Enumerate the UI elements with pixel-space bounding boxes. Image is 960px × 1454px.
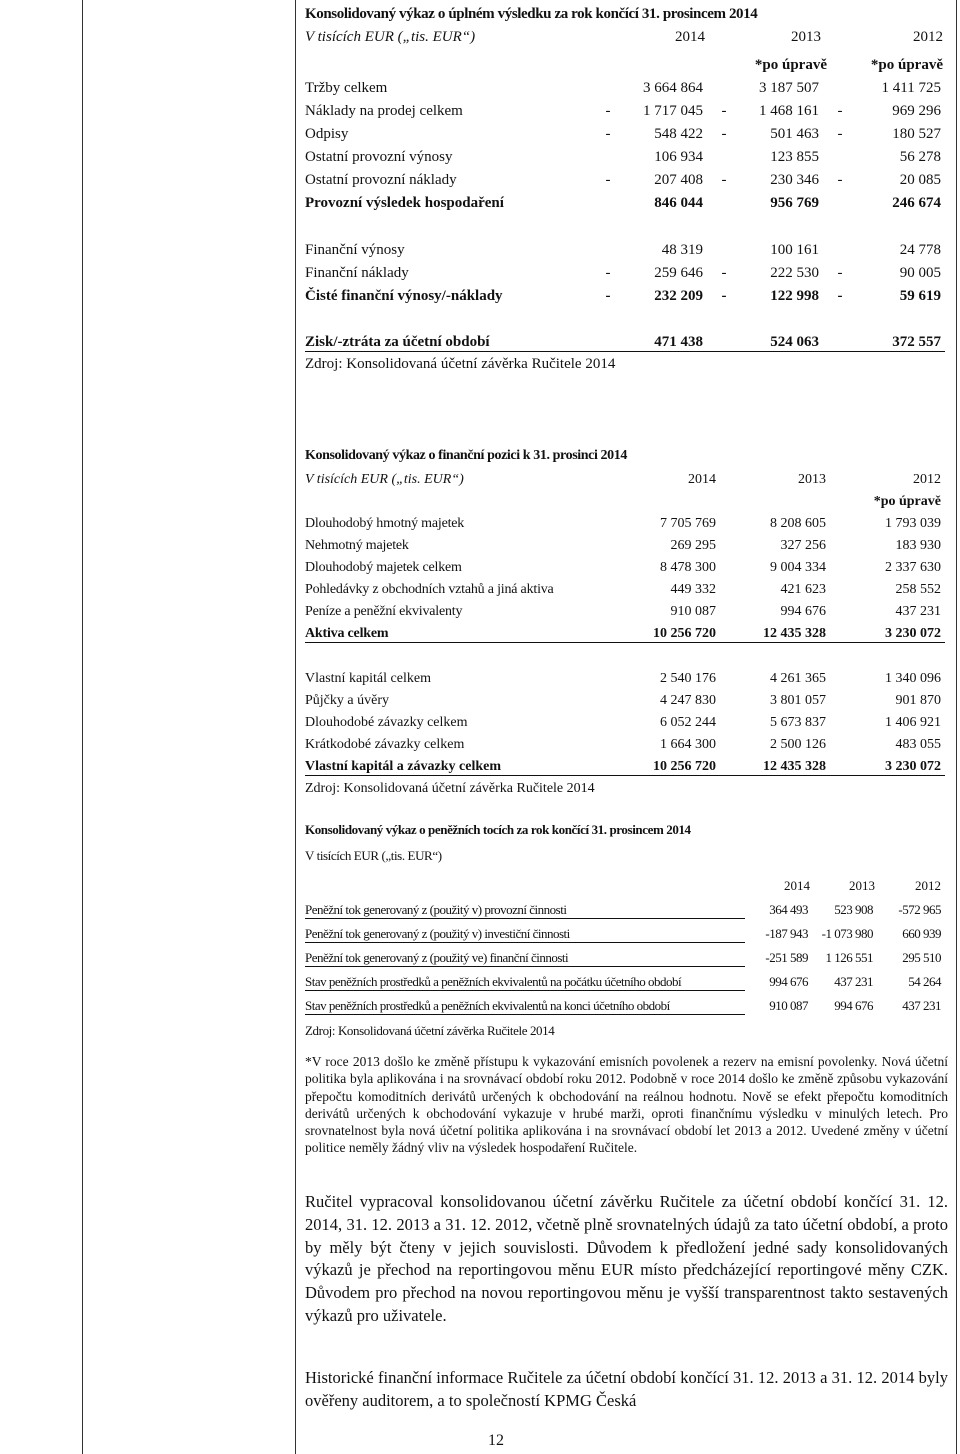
value-cell: 2 500 126 [770,737,826,752]
value-cell: 3 230 072 [830,753,945,775]
value-cell [711,282,827,305]
balance-units: V tisících EUR („tis. EUR“) [305,472,464,487]
value-cell [711,236,827,259]
income-year-col: 2013 [791,29,821,45]
balance-adjusted-label: *po úpravě [873,494,941,509]
balance-adjusted-label [610,488,720,510]
value-cell: 4 247 830 [660,693,716,708]
negative-sign [601,149,615,166]
value-text: 90 005 [899,265,941,281]
value-cell [711,189,827,212]
value-cell [827,259,945,282]
value-cell [595,120,711,143]
value-cell: 9 004 334 [770,560,826,575]
value-cell [827,236,945,259]
value-cell [711,259,827,282]
income-adjusted-label: *po úpravě [754,57,827,73]
cashflow-year-col: 2014 [784,878,810,893]
table-row [305,510,945,532]
cashflow-header-row [305,870,945,894]
value-cell: 1 406 921 [885,715,941,730]
balance-year-col: 2012 [913,472,941,487]
adjustment-note: *V roce 2013 došlo ke změně přístupu k vykazování emisních povolenek a rezerv na emisní povolenky. Nová účetní politika byla aplikována i na srovnávací období roku 2012. Podobně v roce 2014 došlo ke změně způsobu vykazování přepočtu komoditních derivátů určených k obchodování na reálnou hodnotu. Nově se efekt přepočtu komoditních derivátů určených k obchodování vykazuje v hrubé marži, oproti finančnímu výsledku v minulých letech. Pro srovnatelnost byla nová účetní politika aplikována i na srovnávací období let 2013 a 2012. Uvedené změny v účetní politice neměly žádný vliv na výsledek hospodaření Ručitele. [305,1054,948,1156]
value-text: 207 408 [654,172,703,188]
balance-header-row [305,466,945,488]
negative-sign: - [837,126,843,142]
table-row [305,236,945,259]
value-text: 846 044 [654,195,703,211]
value-cell [595,259,711,282]
value-text: 180 527 [892,126,941,142]
row-label: Finanční výnosy [305,242,405,258]
value-cell: -251 589 [765,950,808,965]
value-text: 259 646 [654,265,703,281]
value-text: 1 411 725 [881,80,941,96]
row-label: Stav peněžních prostředků a peněžních ekvivalentů na počátku účetního období [305,966,745,990]
row-label: Peněžní tok generovaný z (použitý ve) finanční činnosti [305,942,745,966]
negative-sign [833,80,847,97]
negative-sign [833,195,847,212]
negative-sign [717,80,731,97]
table-row [305,282,945,305]
income-title: Konsolidovaný výkaz o úplném výsledku za rok končící 31. prosincem 2014 [305,6,758,22]
balance-title: Konsolidovaný výkaz o finanční pozici k 31. prosinci 2014 [305,448,627,463]
value-text: 471 438 [654,333,703,350]
value-cell: 4 261 365 [770,671,826,686]
value-cell: 994 676 [834,998,873,1013]
value-cell [711,327,827,351]
value-cell: 449 332 [670,582,716,597]
negative-sign [601,195,615,212]
negative-sign [717,195,731,212]
value-text: 3 187 507 [759,80,819,96]
value-cell [595,166,711,189]
value-text: 524 063 [770,333,819,350]
row-label: Peníze a peněžní ekvivalenty [305,604,463,619]
table-row [305,97,945,120]
table-row [305,143,945,166]
value-text: 969 296 [892,103,941,119]
cashflow-year-col: 2013 [849,878,875,893]
balance-year-col: 2014 [688,472,716,487]
table-row [305,709,945,731]
income-year-col: 2012 [913,29,943,45]
consolidation-paragraph: Ručitel vypracoval konsolidovanou účetní závěrku Ručitele za účetní období končící 31. 12. 2014, 31. 12. 2013 a 31. 12. 2012, včetně plně srovnatelných údajů za tato účetní období, a proto by měly být čteny v jejich souvislosti. Důvodem k předložení jedné sady konsolidovaných výkazů je přechod na reportingovou měnu EUR místo předcházející reportingové měny CZK. Důvodem pro přechod na novou reportingovou měnu je vyšší transparentnost takto sestavených výkazů pro uživatele. [305,1192,948,1325]
value-text: 548 422 [654,126,703,142]
value-cell [711,143,827,166]
row-label: Vlastní kapitál celkem [305,671,431,686]
value-cell [827,74,945,97]
negative-sign [717,334,731,351]
balance-table [305,466,945,776]
value-cell: 8 478 300 [660,560,716,575]
negative-sign: - [721,103,727,119]
value-text: 1 717 045 [643,103,703,119]
value-cell: -1 073 980 [821,926,873,941]
value-cell: 6 052 244 [660,715,716,730]
negative-sign: - [605,103,611,119]
page-number: 12 [488,1432,504,1449]
value-cell: 437 231 [834,974,873,989]
negative-sign: - [837,103,843,119]
table-row [305,990,945,1014]
row-label: Odpisy [305,126,349,142]
value-cell: 10 256 720 [610,620,720,642]
value-text: 501 463 [770,126,819,142]
negative-sign: - [837,172,843,188]
table-row [305,753,945,775]
negative-sign: - [837,265,843,281]
negative-sign: - [605,265,611,281]
value-cell: 1 793 039 [885,516,941,531]
page-frame-inner [295,0,296,1454]
table-row [305,120,945,143]
table-row [305,532,945,554]
value-cell: 910 087 [670,604,716,619]
row-label: Aktiva celkem [305,620,610,642]
cashflow-title: Konsolidovaný výkaz o peněžních tocích za rok končící 31. prosincem 2014 [305,822,691,837]
row-label: Dlouhodobé závazky celkem [305,715,468,730]
value-cell [827,120,945,143]
value-cell: 901 870 [895,693,941,708]
row-label: Peněžní tok generovaný z (použitý v) provozní činnosti [305,894,745,918]
negative-sign [601,242,615,259]
value-cell: 3 801 057 [770,693,826,708]
row-label: Nehmotný majetek [305,538,409,553]
value-text: 222 530 [770,265,819,281]
value-cell: 483 055 [895,737,941,752]
row-label: Provozní výsledek hospodaření [305,195,504,211]
value-cell: 437 231 [895,604,941,619]
value-cell: 7 705 769 [660,516,716,531]
table-row [305,665,945,687]
value-text: 56 278 [899,149,941,165]
value-cell: 994 676 [769,974,808,989]
cashflow-units: V tisících EUR („tis. EUR“) [305,848,442,863]
table-row [305,918,945,942]
value-cell: 660 939 [902,926,941,941]
row-label: Vlastní kapitál a závazky celkem [305,753,610,775]
value-cell: 327 256 [780,538,826,553]
value-cell [595,143,711,166]
value-cell: 1 126 551 [825,950,873,965]
balance-adjusted-label [720,488,830,510]
value-cell: 523 908 [834,902,873,917]
income-table [305,26,945,352]
page-frame-right [956,0,957,1454]
value-cell [827,97,945,120]
row-label: Zisk/-ztráta za účetní období [305,327,595,351]
value-cell [827,327,945,351]
value-cell [711,120,827,143]
value-text: 122 998 [770,288,819,304]
value-cell: 2 540 176 [660,671,716,686]
income-source: Zdroj: Konsolidovaná účetní závěrka Ručitele 2014 [305,355,616,372]
table-row [305,74,945,97]
cashflow-statement [305,820,945,1041]
value-cell [827,189,945,212]
value-cell [711,74,827,97]
row-label: Peněžní tok generovaný z (použitý v) investiční činnosti [305,918,745,942]
table-row [305,620,945,642]
value-cell [595,327,711,351]
value-cell: 8 208 605 [770,516,826,531]
balance-source: Zdroj: Konsolidovaná účetní závěrka Ručitele 2014 [305,780,595,796]
row-label: Pohledávky z obchodních vztahů a jiná aktiva [305,582,554,597]
value-text: 372 557 [892,333,941,350]
table-row [305,327,945,351]
row-label: Tržby celkem [305,80,388,96]
value-cell: 295 510 [902,950,941,965]
value-cell [827,166,945,189]
row-label: Čisté finanční výnosy/-náklady [305,288,503,304]
negative-sign [601,334,615,351]
value-cell: 12 435 328 [720,753,830,775]
value-cell: 12 435 328 [720,620,830,642]
value-cell: 910 087 [769,998,808,1013]
balance-sheet [305,446,945,799]
value-cell: 364 493 [769,902,808,917]
income-units: V tisících EUR („tis. EUR“) [305,29,476,45]
row-label: Dlouhodobý majetek celkem [305,560,462,575]
value-cell: 3 230 072 [830,620,945,642]
value-cell: 258 552 [895,582,941,597]
value-cell: 421 623 [780,582,826,597]
cashflow-year-col: 2012 [915,878,941,893]
cashflow-source: Zdroj: Konsolidovaná účetní závěrka Ručitele 2014 [305,1022,555,1038]
value-text: 20 085 [899,172,941,188]
value-text: 232 209 [654,288,703,304]
income-adjusted-row [305,46,945,74]
value-cell: 2 337 630 [885,560,941,575]
negative-sign [833,149,847,166]
negative-sign: - [721,288,727,304]
value-cell: 1 664 300 [660,737,716,752]
value-cell: 183 930 [895,538,941,553]
table-row [305,966,945,990]
row-label: Dlouhodobý hmotný majetek [305,516,465,531]
value-cell [595,236,711,259]
negative-sign: - [605,288,611,304]
value-text: 59 619 [899,288,941,304]
value-cell [711,166,827,189]
value-cell: 437 231 [902,998,941,1013]
row-label: Ostatní provozní výnosy [305,149,453,165]
value-text: 123 855 [770,149,819,165]
value-text: 3 664 864 [643,80,703,96]
negative-sign: - [605,172,611,188]
negative-sign: - [605,126,611,142]
cashflow-table [305,870,945,1015]
negative-sign [833,334,847,351]
value-cell: 10 256 720 [610,753,720,775]
negative-sign [833,242,847,259]
negative-sign [717,149,731,166]
table-row [305,894,945,918]
value-cell: -572 965 [898,902,941,917]
income-statement [305,4,945,375]
income-year-col: 2014 [675,29,705,45]
value-cell [827,143,945,166]
value-cell: 5 673 837 [770,715,826,730]
income-adjusted-label [595,46,711,74]
balance-adjusted-row [305,488,945,510]
value-cell: 994 676 [780,604,826,619]
value-cell [827,282,945,305]
negative-sign: - [721,126,727,142]
value-cell: 1 340 096 [885,671,941,686]
negative-sign: - [837,288,843,304]
row-label: Stav peněžních prostředků a peněžních ekvivalentů na konci účetního období [305,990,745,1014]
value-text: 100 161 [770,242,819,258]
table-row [305,166,945,189]
income-adjusted-label: *po úpravě [870,57,943,73]
value-text: 48 319 [661,242,703,258]
value-cell: 269 295 [670,538,716,553]
table-row [305,687,945,709]
negative-sign: - [721,265,727,281]
income-header-row [305,26,945,46]
value-cell [595,74,711,97]
value-text: 230 346 [770,172,819,188]
value-text: 246 674 [892,195,941,211]
negative-sign [601,80,615,97]
value-cell [595,282,711,305]
row-label: Krátkodobé závazky celkem [305,737,465,752]
value-text: 24 778 [899,242,941,258]
value-cell: 54 264 [908,974,941,989]
table-row [305,942,945,966]
value-text: 1 468 161 [759,103,819,119]
value-text: 956 769 [770,195,819,211]
table-row [305,576,945,598]
value-cell [711,97,827,120]
value-cell [595,97,711,120]
row-label: Náklady na prodej celkem [305,103,463,119]
value-cell: -187 943 [765,926,808,941]
row-label: Půjčky a úvěry [305,693,389,708]
table-row [305,554,945,576]
table-row [305,598,945,620]
negative-sign: - [721,172,727,188]
table-row [305,189,945,212]
audit-paragraph: Historické finanční informace Ručitele za účetní období končící 31. 12. 2013 a 31. 12. 2014 byly ověřeny auditorem, a to společností KPMG Česká [305,1368,948,1410]
page-frame-left [82,0,83,1454]
value-text: 106 934 [654,149,703,165]
value-cell [595,189,711,212]
row-label: Finanční náklady [305,265,409,281]
negative-sign [717,242,731,259]
table-row [305,731,945,753]
table-row [305,259,945,282]
balance-year-col: 2013 [798,472,826,487]
row-label: Ostatní provozní náklady [305,172,457,188]
